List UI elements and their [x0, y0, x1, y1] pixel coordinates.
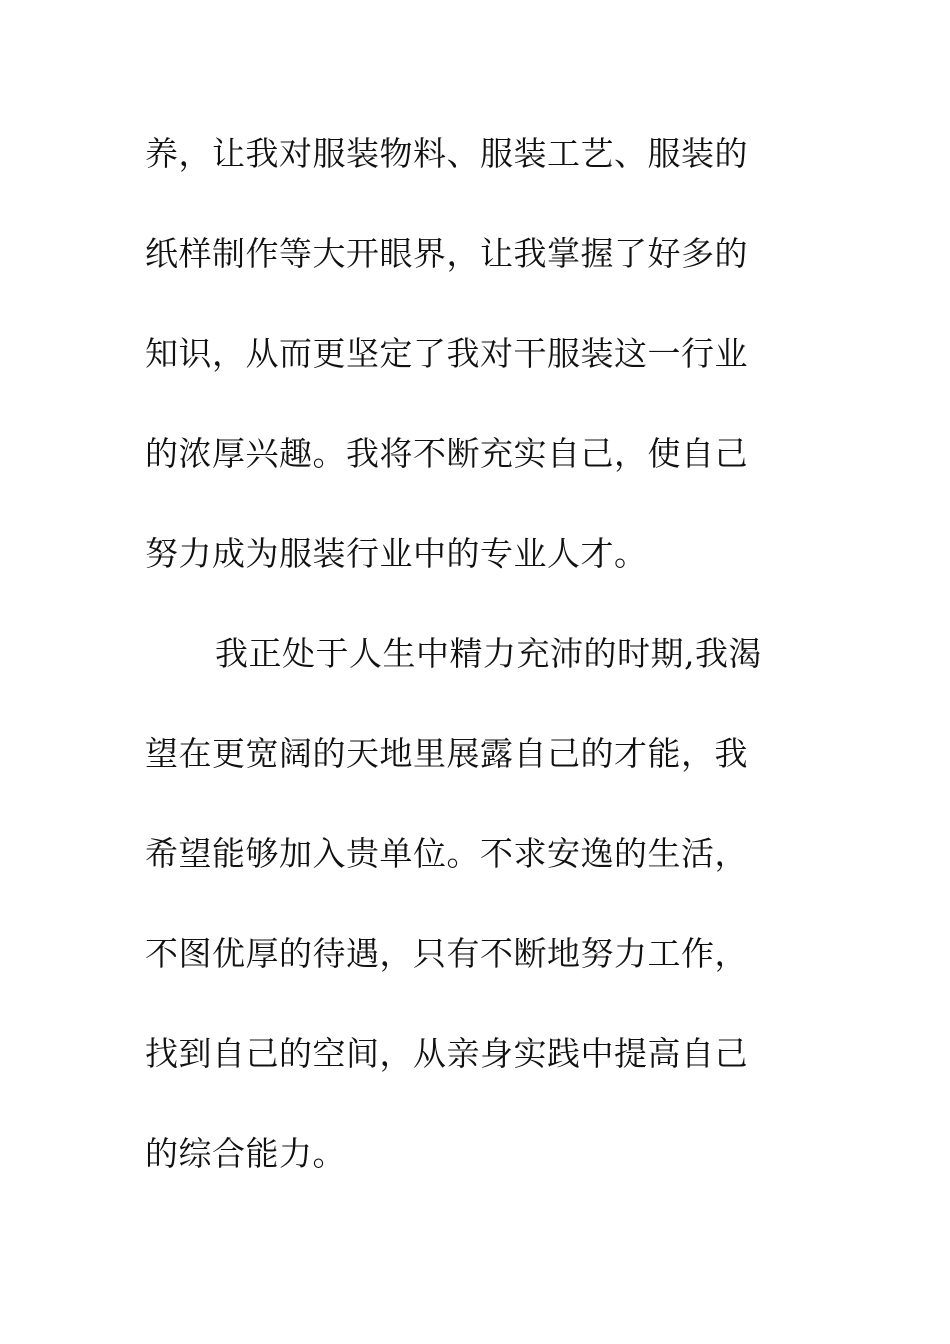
text-line-9: 不图优厚的待遇，只有不断地努力工作， — [145, 934, 748, 973]
text-line-1: 养，让我对服装物料、服装工艺、服装的 — [145, 134, 748, 173]
text-line-10: 找到自己的空间，从亲身实践中提高自己 — [145, 1034, 748, 1073]
text-line-11: 的综合能力。 — [145, 1134, 346, 1173]
body-text — [145, 118, 805, 1218]
text-line-8: 希望能够加入贵单位。不求安逸的生活， — [145, 834, 748, 873]
text-line-5: 努力成为服装行业中的专业人才。 — [145, 534, 648, 573]
text-line-6-paragraph-start: 我正处于人生中精力充沛的时期,我渴 — [215, 634, 762, 673]
text-line-2: 纸样制作等大开眼界，让我掌握了好多的 — [145, 234, 748, 273]
text-line-4: 的浓厚兴趣。我将不断充实自己，使自己 — [145, 434, 748, 473]
text-line-3: 知识，从而更坚定了我对干服装这一行业 — [145, 334, 748, 373]
text-line-7: 望在更宽阔的天地里展露自己的才能，我 — [145, 734, 748, 773]
